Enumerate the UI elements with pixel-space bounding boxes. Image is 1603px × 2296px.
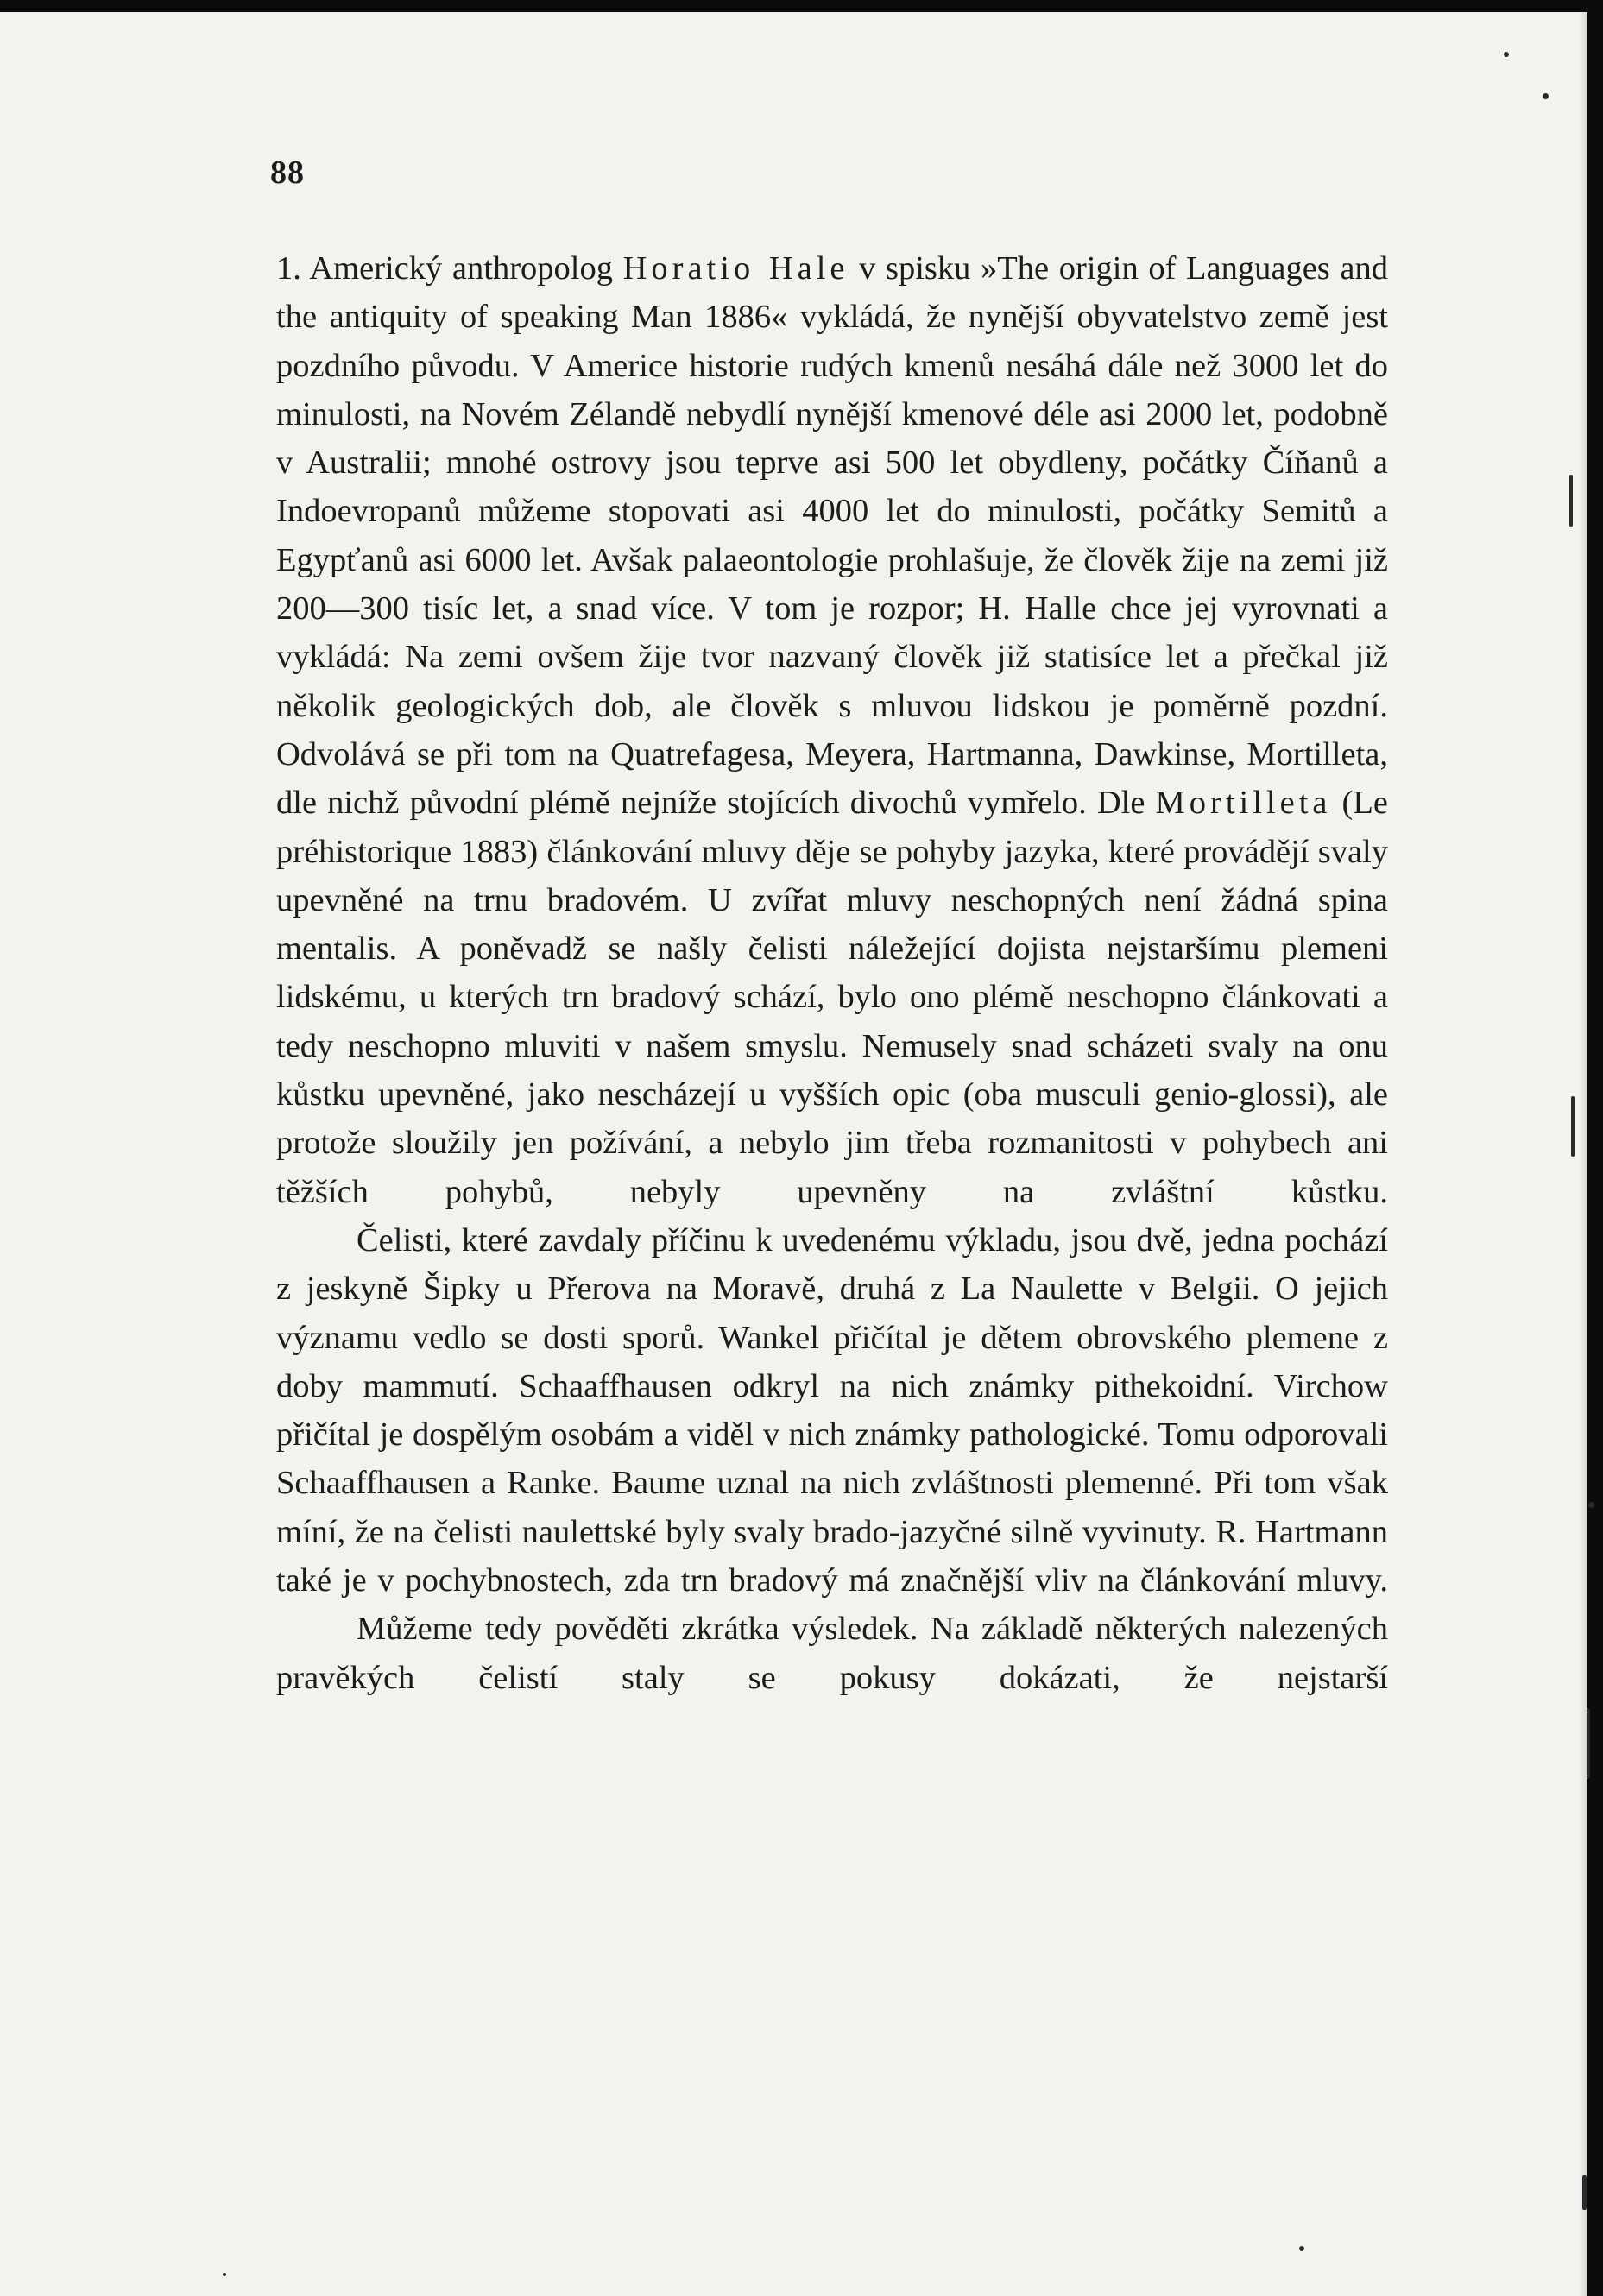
author-name-mortillet: Mortilleta bbox=[1155, 785, 1332, 822]
scan-speck bbox=[1569, 475, 1573, 527]
paragraph-1-part-1: 1. Americký anthropolog bbox=[276, 250, 623, 287]
scan-speck bbox=[1571, 1096, 1575, 1157]
body-text bbox=[276, 244, 1388, 1702]
scan-top-border bbox=[0, 0, 1603, 12]
author-name-hale: Horatio Hale bbox=[622, 250, 849, 287]
scan-edge-shade bbox=[1579, 0, 1587, 2296]
paragraph-1-part-5: (Le préhistorique 1883) článkování mluvy děje se pohyby jazyka, které provádějí svaly upevněné na trnu bradovém. U zvířat mluvy neschopných není žádná spina mentalis. A poněvadž se našly čelisti náležející dojista nejstaršímu plemeni lidskému, u kterých trn bradový schází, bylo ono plémě neschopno článkovati a tedy neschopno mluviti v našem smyslu. Nemusely snad scházeti svaly na onu kůstku upevněné, jako nescházejí u vyšších opic (oba musculi genio-glossi), ale protože sloužily jen požívání, a nebylo jim třeba rozmanitosti v pohybech ani těžších pohybů, nebyly upevněny na zvláštní kůstku. bbox=[276, 785, 1388, 1210]
scan-speck bbox=[1588, 1502, 1594, 1508]
page-number: 88 bbox=[270, 155, 305, 191]
paragraph-2 bbox=[276, 1216, 1388, 1605]
paragraph-3 bbox=[276, 1605, 1388, 1702]
scan-right-border bbox=[1587, 0, 1603, 2296]
scan-speck bbox=[223, 2273, 226, 2276]
paragraph-1 bbox=[276, 244, 1388, 1216]
scan-speck bbox=[1582, 2175, 1587, 2210]
paragraph-3-text: Můžeme tedy pověděti zkrátka výsledek. Na základě některých nalezených pravěkých čelistí staly se pokusy dokázati, že nejstarší bbox=[276, 1611, 1388, 1696]
scan-speck bbox=[1299, 2246, 1304, 2251]
paragraph-2-text: Čelisti, které zavdaly příčinu k uvedenému výkladu, jsou dvě, jedna pochází z jeskyně Šipky u Přerova na Moravě, druhá z La Naulette v Belgii. O jejich významu vedlo se dosti sporů. Wankel přičítal je dětem obrovského plemene z doby mammutí. Schaaffhausen odkryl na nich známky pithekoidní. Virchow přičítal je dospělým osobám a viděl v nich známky pathologické. Tomu odporovali Schaaffhausen a Ranke. Baume uznal na nich zvláštnosti plemenné. Při tom však míní, že na čelisti naulettské byly svaly brado-jazyčné silně vyvinuty. R. Hartmann také je v pochybnostech, zda trn bradový má značnější vliv na článkování mluvy. bbox=[276, 1221, 1388, 1599]
scan-speck bbox=[1587, 1709, 1590, 1778]
scan-speck bbox=[1504, 52, 1509, 57]
scan-speck bbox=[1543, 93, 1549, 99]
paragraph-1-part-3: v spisku »The origin of Languages and the antiquity of speaking Man 1886« vykládá, že nynější obyvatelstvo země jest pozdního původu. V Americe historie rudých kmenů nesáhá dále než 3000 let do minulosti, na Novém Zélandě nebydlí nynější kmenové déle asi 2000 let, podobně v Australii; mnohé ostrovy jsou teprve asi 500 let obydleny, počátky Číňanů a Indoevropanů můžeme stopovati asi 4000 let do minulosti, počátky Semitů a Egypťanů asi 6000 let. Avšak palaeontologie prohlašuje, že člověk žije na zemi již 200—300 tisíc let, a snad více. V tom je rozpor; H. Halle chce jej vyrovnati a vykládá: Na zemi ovšem žije tvor nazvaný člověk již statisíce let a přečkal již několik geologických dob, ale člověk s mluvou lidskou je poměrně pozdní. Odvolává se při tom na Quatrefagesa, Meyera, Hartmanna, Dawkinse, Mortilleta, dle nichž původní plémě nejníže stojících divochů vymřelo. Dle bbox=[276, 250, 1388, 822]
